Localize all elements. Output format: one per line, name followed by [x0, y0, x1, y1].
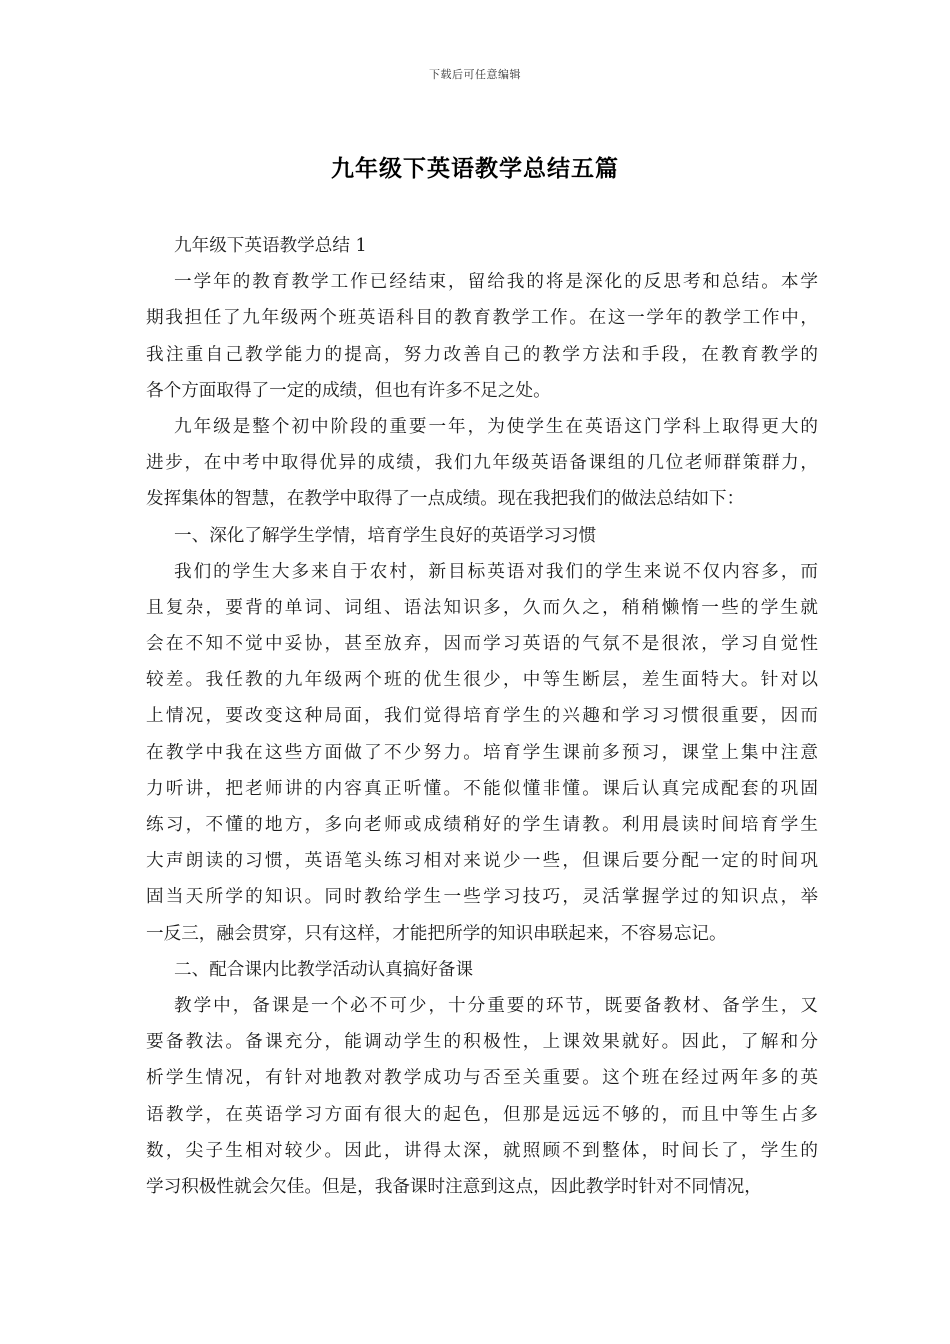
- section-heading: 二、配合课内比教学活动认真搞好备课: [174, 959, 474, 980]
- paragraph-line: 析学生情况，有针对地教对教学成功与否至关重要。这个班在经过两年多的英: [146, 1068, 818, 1089]
- section-heading: 一、深化了解学生学情，培育学生良好的英语学习习惯: [174, 525, 597, 546]
- paragraph-line: 会在不知不觉中妥协，甚至放弃，因而学习英语的气氛不是很浓，学习自觉性: [146, 634, 818, 655]
- paragraph-line: 语教学，在英语学习方面有很大的起色，但那是远远不够的，而且中等生占多: [146, 1104, 818, 1125]
- paragraph-line: 各个方面取得了一定的成绩，但也有许多不足之处。: [146, 380, 551, 401]
- document-body: [146, 228, 818, 1205]
- header-note: 下载后可任意编辑: [429, 68, 521, 81]
- paragraph-line: 一学年的教育教学工作已经结束，留给我的将是深化的反思考和总结。本学: [174, 272, 818, 293]
- paragraph: [146, 988, 818, 1205]
- paragraph-line: 进步，在中考中取得优异的成绩，我们九年级英语备课组的几位老师群策群力，: [146, 453, 818, 474]
- paragraph-line: 在教学中我在这些方面做了不少努力。培育学生课前多预习，课堂上集中注意: [146, 742, 818, 763]
- paragraph-line: 发挥集体的智慧，在教学中取得了一点成绩。现在我把我们的做法总结如下：: [146, 489, 745, 510]
- paragraph: [146, 554, 818, 952]
- paragraph-line: 期我担任了九年级两个班英语科目的教育教学工作。在这一学年的教学工作中，: [146, 308, 818, 329]
- paragraph-line: 学习积极性就会欠佳。但是，我备课时注意到这点，因此教学时针对不同情况，: [146, 1176, 762, 1197]
- paragraph-line: 数，尖子生相对较少。因此，讲得太深，就照顾不到整体，时间长了，学生的: [146, 1140, 818, 1161]
- paragraph-line: 一反三，融会贯穿，只有这样，才能把所学的知识串联起来，不容易忘记。: [146, 923, 727, 944]
- document-title: 九年级下英语教学总结五篇: [331, 155, 619, 182]
- paragraph-line: 要备教法。备课充分，能调动学生的积极性，上课效果就好。因此，了解和分: [146, 1032, 818, 1053]
- paragraph: [146, 409, 818, 518]
- paragraph-line: 练习，不懂的地方，多向老师或成绩稍好的学生请教。利用晨读时间培育学生: [146, 815, 818, 835]
- paragraph-line: 较差。我任教的九年级两个班的优生很少，中等生断层，差生面特大。针对以: [146, 670, 818, 691]
- paragraph-line: 固当天所学的知识。同时教给学生一些学习技巧，灵活掌握学过的知识点，举: [146, 887, 818, 908]
- paragraph-line: 且复杂，要背的单词、词组、语法知识多，久而久之，稍稍懒惰一些的学生就: [146, 597, 818, 618]
- paragraph-line: 力听讲，把老师讲的内容真正听懂。不能似懂非懂。课后认真完成配套的巩固: [146, 778, 818, 799]
- paragraph-line: 大声朗读的习惯，英语笔头练习相对来说少一些，但课后要分配一定的时间巩: [146, 851, 818, 872]
- paragraph-line: 上情况，要改变这种局面，我们觉得培育学生的兴趣和学习习惯很重要，因而: [146, 706, 818, 727]
- paragraph-line: 教学中，备课是一个必不可少，十分重要的环节，既要备教材、备学生，又: [174, 995, 818, 1016]
- paragraph: [146, 264, 818, 409]
- section-title: 九年级下英语教学总结 1: [174, 236, 367, 256]
- paragraph-line: 九年级是整个初中阶段的重要一年，为使学生在英语这门学科上取得更大的: [174, 416, 818, 437]
- paragraph-line: 我注重自己教学能力的提高，努力改善自己的教学方法和手段，在教育教学的: [146, 344, 818, 365]
- paragraph-line: 我们的学生大多来自于农村，新目标英语对我们的学生来说不仅内容多，而: [174, 561, 818, 582]
